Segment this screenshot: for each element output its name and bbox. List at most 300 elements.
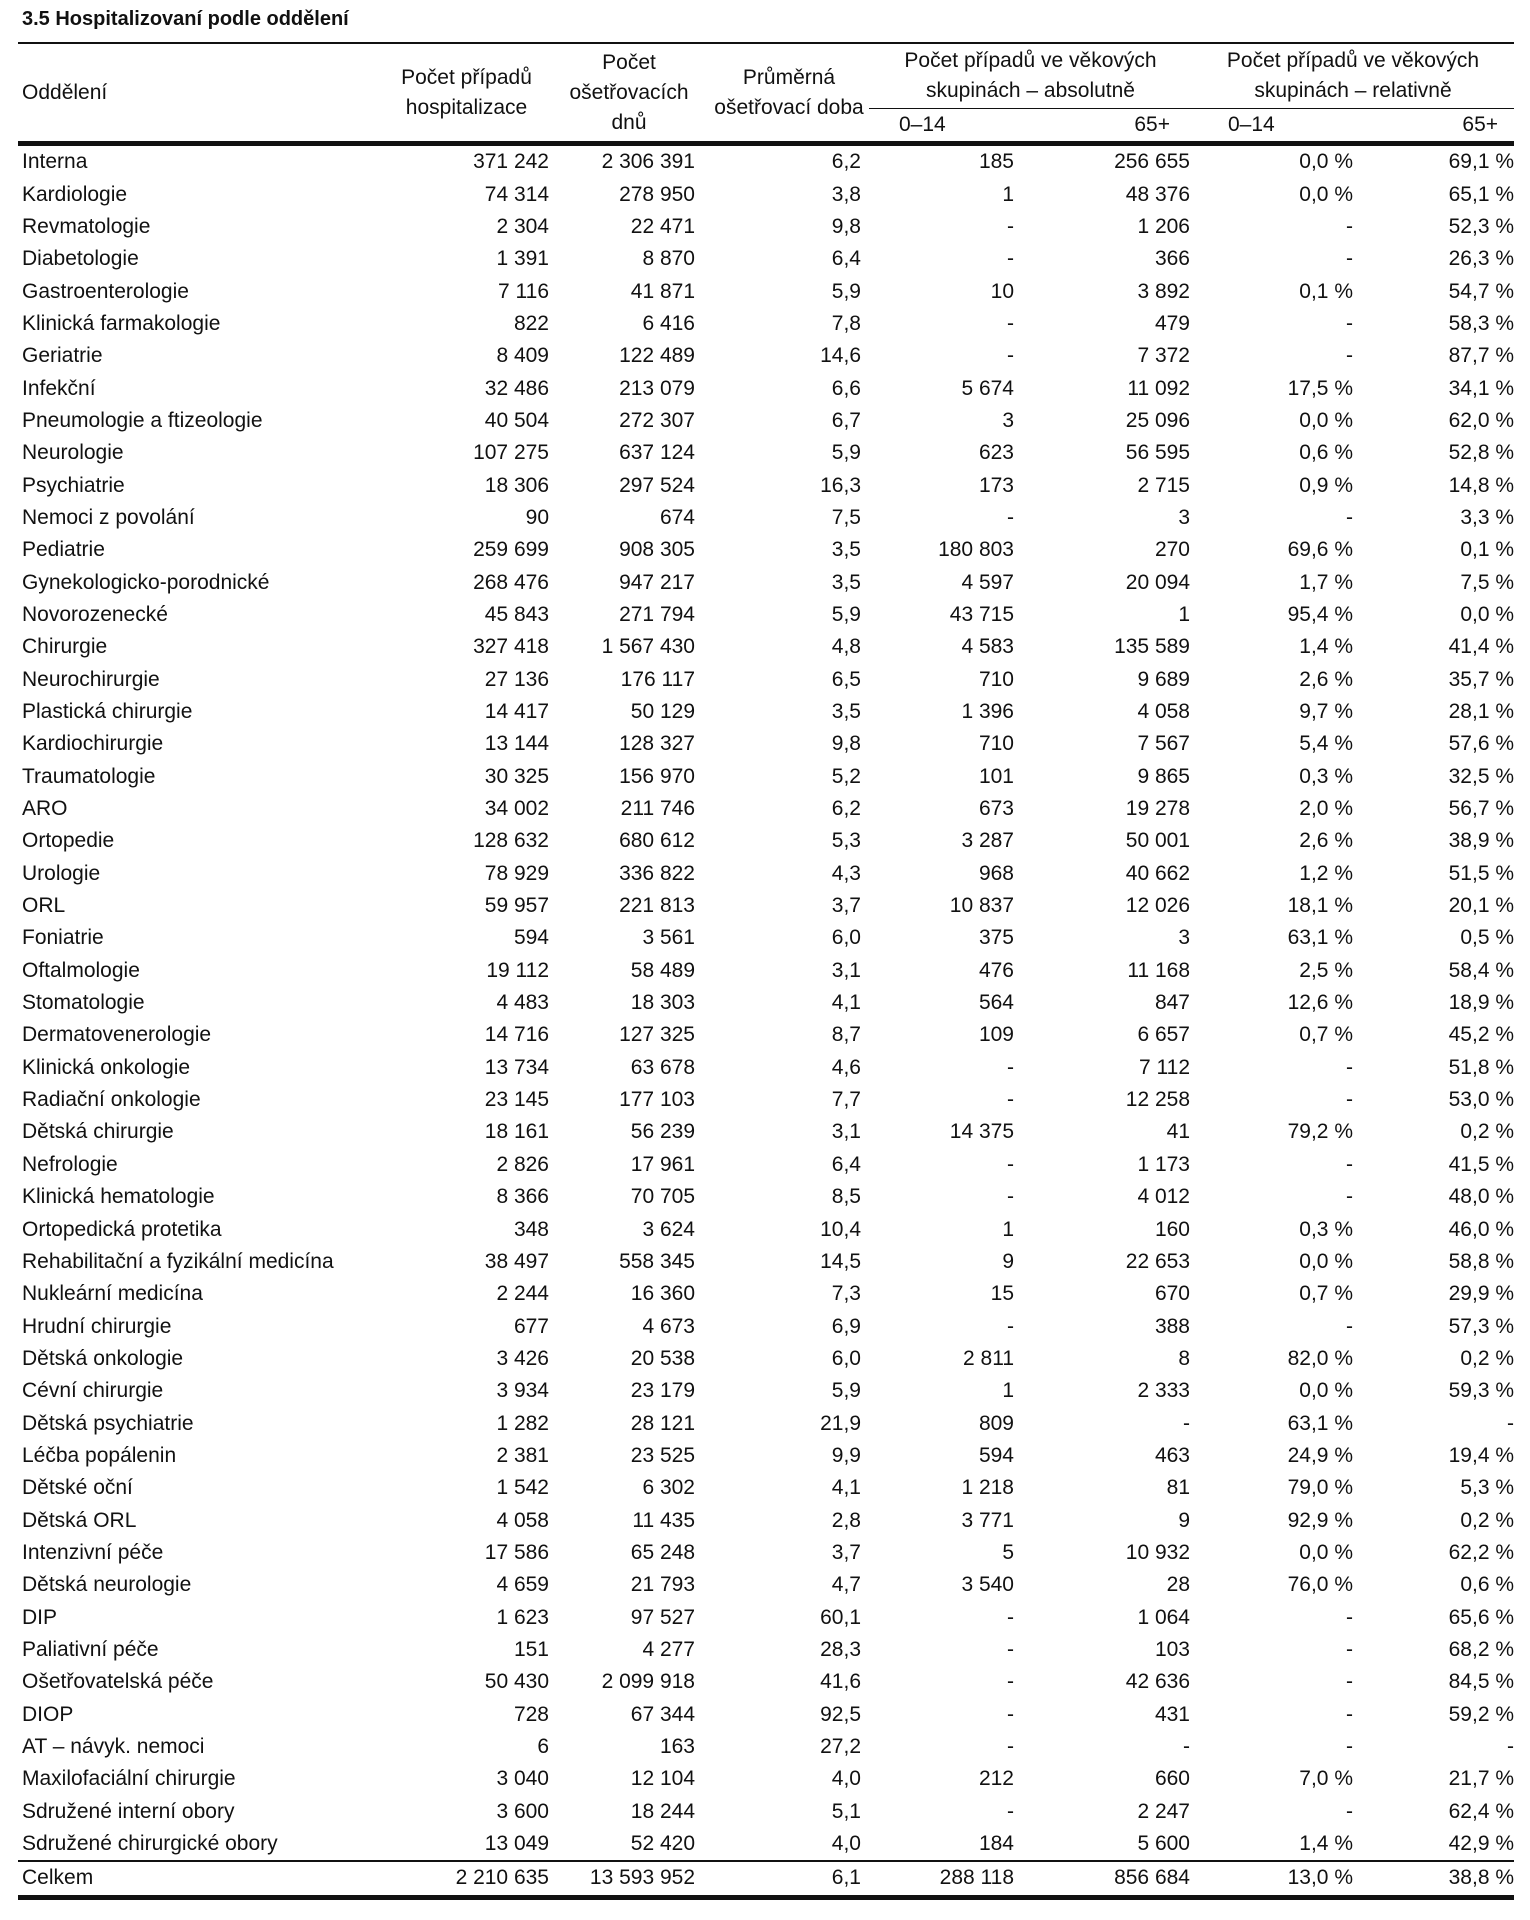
cell-cases: 2 304	[496, 214, 549, 238]
cell-avg-stay: 41,6	[820, 1670, 861, 1694]
cell-rel-65: 58,3 %	[1448, 311, 1515, 335]
cell-care-days: 3 624	[642, 1217, 695, 1241]
cell-abs-65: 1 173	[1137, 1152, 1190, 1176]
cell-abs-0-14: 180 803	[938, 538, 1014, 562]
table-title: 3.5 Hospitalizovaní podle oddělení	[22, 8, 349, 30]
table-row	[18, 1666, 1514, 1698]
cell-avg-stay: 21,9	[820, 1411, 861, 1435]
cell-rel-0-14: -	[1346, 1637, 1353, 1661]
cell-department-name: Stomatologie	[22, 991, 145, 1015]
total-cell-rel-0-14: 13,0 %	[1192, 1861, 1353, 1897]
cell-rel-65: 58,8 %	[1448, 1249, 1515, 1273]
total-cell-rel-65: 38,8 %	[1353, 1861, 1514, 1897]
cell-rel-0-14: 0,7 %	[1299, 1023, 1353, 1047]
cell-rel-0-14: 1,4 %	[1299, 635, 1353, 659]
cell-care-days: 20 538	[630, 1346, 695, 1370]
cell-department-name: Neurochirurgie	[22, 667, 160, 691]
cell-abs-0-14: 375	[978, 926, 1014, 950]
cell-department-name: Klinická onkologie	[22, 1055, 191, 1079]
cell-avg-stay: 4,0	[831, 1832, 861, 1856]
cell-rel-65: -	[1507, 1411, 1515, 1435]
cell-rel-65: 58,4 %	[1448, 958, 1515, 982]
cell-department-name: Geriatrie	[22, 344, 103, 368]
cell-rel-65: 65,1 %	[1448, 182, 1515, 206]
cell-rel-0-14: -	[1346, 1185, 1353, 1209]
cell-care-days: 211 746	[620, 797, 695, 821]
table-row	[18, 178, 1514, 210]
cell-avg-stay: 5,9	[831, 602, 861, 626]
column-header-pocet-dnu: Počet ošetřovacích dnů	[549, 43, 709, 144]
cell-avg-stay: 4,3	[831, 861, 861, 885]
cell-department-name: Dětská neurologie	[22, 1573, 192, 1597]
cell-department-name: Kardiochirurgie	[22, 732, 164, 756]
cell-rel-0-14: 0,1 %	[1299, 279, 1353, 303]
cell-rel-65: 87,7 %	[1448, 344, 1515, 368]
cell-care-days: 6 302	[642, 1476, 695, 1500]
cell-rel-65: 14,8 %	[1448, 473, 1515, 497]
cell-abs-65: 42 636	[1125, 1670, 1190, 1694]
cell-cases: 45 843	[484, 602, 549, 626]
cell-cases: 18 161	[484, 1120, 549, 1144]
cell-abs-65: 12 258	[1125, 1088, 1190, 1112]
table-row	[18, 696, 1514, 728]
table-row	[18, 211, 1514, 243]
cell-abs-65: 5 600	[1137, 1832, 1190, 1856]
cell-rel-0-14: 9,7 %	[1299, 700, 1353, 724]
cell-abs-0-14: -	[1007, 505, 1014, 529]
cell-cases: 8 366	[496, 1185, 549, 1209]
cell-rel-0-14: -	[1346, 1702, 1353, 1726]
cell-abs-0-14: 14 375	[949, 1120, 1014, 1144]
cell-abs-0-14: -	[1007, 214, 1014, 238]
cell-abs-65: 11 092	[1127, 376, 1190, 400]
cell-care-days: 22 471	[630, 214, 695, 238]
cell-department-name: Oftalmologie	[22, 958, 140, 982]
cell-department-name: Radiační onkologie	[22, 1088, 201, 1112]
cell-abs-0-14: -	[1007, 1185, 1014, 1209]
cell-rel-65: 48,0 %	[1448, 1185, 1515, 1209]
cell-rel-65: 42,9 %	[1448, 1832, 1515, 1856]
cell-rel-0-14: -	[1346, 505, 1353, 529]
cell-cases: 3 600	[496, 1799, 549, 1823]
cell-rel-0-14: 0,7 %	[1299, 1282, 1353, 1306]
cell-rel-65: 3,3 %	[1460, 505, 1515, 529]
cell-department-name: Foniatrie	[22, 926, 104, 950]
cell-abs-0-14: 1 218	[961, 1476, 1014, 1500]
cell-abs-0-14: 5	[1002, 1540, 1014, 1564]
cell-avg-stay: 16,3	[820, 473, 861, 497]
cell-care-days: 56 239	[630, 1120, 695, 1144]
cell-care-days: 122 489	[619, 344, 695, 368]
cell-rel-0-14: 0,0 %	[1299, 1379, 1353, 1403]
table-header	[18, 43, 1514, 144]
cell-avg-stay: 7,3	[831, 1282, 861, 1306]
cell-care-days: 297 524	[619, 473, 695, 497]
table-row	[18, 631, 1514, 663]
cell-abs-65: 50 001	[1125, 829, 1190, 853]
cell-abs-0-14: 710	[978, 667, 1014, 691]
cell-rel-65: 7,5 %	[1460, 570, 1515, 594]
cell-rel-65: 41,5 %	[1448, 1152, 1515, 1176]
table-row	[18, 1149, 1514, 1181]
cell-care-days: 23 525	[630, 1443, 695, 1467]
cell-avg-stay: 60,1	[820, 1605, 861, 1629]
cell-department-name: Sdružené interní obory	[22, 1799, 235, 1823]
cell-cases: 327 418	[473, 635, 549, 659]
total-cell-abs-65: 856 684	[1030, 1861, 1192, 1897]
cell-cases: 107 275	[473, 441, 549, 465]
cell-abs-65: 4 012	[1137, 1185, 1190, 1209]
cell-department-name: AT – návyk. nemoci	[22, 1735, 205, 1759]
cell-abs-65: 7 372	[1137, 344, 1190, 368]
cell-abs-0-14: 184	[978, 1832, 1014, 1856]
cell-avg-stay: 7,7	[831, 1088, 861, 1112]
cell-department-name: Ošetřovatelská péče	[22, 1670, 214, 1694]
cell-cases: 6	[537, 1735, 549, 1759]
cell-rel-0-14: 0,6 %	[1299, 441, 1353, 465]
cell-avg-stay: 4,1	[831, 991, 861, 1015]
cell-abs-65: 670	[1154, 1282, 1190, 1306]
table-row	[18, 243, 1514, 275]
cell-cases: 90	[525, 505, 549, 529]
cell-department-name: Nemoci z povolání	[22, 505, 195, 529]
cell-abs-0-14: -	[1007, 1735, 1014, 1759]
table-row	[18, 1440, 1514, 1472]
cell-department-name: Klinická hematologie	[22, 1185, 215, 1209]
cell-care-days: 128 327	[619, 732, 695, 756]
table-row	[18, 1634, 1514, 1666]
cell-cases: 32 486	[484, 376, 549, 400]
cell-cases: 50 430	[484, 1670, 549, 1694]
cell-department-name: Novorozenecké	[22, 602, 168, 626]
cell-care-days: 637 124	[619, 441, 695, 465]
cell-abs-0-14: 9	[1002, 1249, 1014, 1273]
table-row	[18, 566, 1514, 598]
cell-cases: 728	[513, 1702, 549, 1726]
cell-avg-stay: 3,1	[831, 958, 861, 982]
cell-cases: 74 314	[484, 182, 549, 206]
cell-department-name: Revmatologie	[22, 214, 151, 238]
cell-rel-65: 84,5 %	[1448, 1670, 1515, 1694]
cell-abs-65: 56 595	[1125, 441, 1190, 465]
cell-cases: 151	[513, 1637, 549, 1661]
cell-care-days: 67 344	[630, 1702, 695, 1726]
cell-rel-0-14: 1,2 %	[1299, 861, 1353, 885]
cell-department-name: Pneumologie a ftizeologie	[22, 408, 263, 432]
cell-care-days: 156 970	[619, 764, 695, 788]
cell-rel-0-14: 0,9 %	[1299, 473, 1353, 497]
cell-abs-65: 9 689	[1137, 667, 1190, 691]
cell-abs-65: 256 655	[1114, 150, 1190, 174]
cell-care-days: 97 527	[630, 1605, 695, 1629]
cell-abs-0-14: 3 287	[961, 829, 1014, 853]
cell-avg-stay: 4,8	[831, 635, 861, 659]
cell-abs-0-14: 212	[978, 1767, 1014, 1791]
cell-abs-65: 25 096	[1125, 408, 1190, 432]
cell-department-name: Intenzivní péče	[22, 1540, 164, 1564]
cell-cases: 4 058	[496, 1508, 549, 1532]
cell-avg-stay: 9,9	[831, 1443, 861, 1467]
cell-rel-0-14: 5,4 %	[1299, 732, 1353, 756]
cell-rel-65: 21,7 %	[1448, 1767, 1515, 1791]
table-row	[18, 534, 1514, 566]
cell-rel-0-14: 0,0 %	[1299, 150, 1353, 174]
table-row	[18, 340, 1514, 372]
cell-rel-0-14: -	[1346, 1314, 1353, 1338]
cell-abs-65: 22 653	[1125, 1249, 1190, 1273]
cell-abs-65: 28	[1166, 1573, 1190, 1597]
cell-care-days: 3 561	[642, 926, 695, 950]
table-row	[18, 955, 1514, 987]
cell-care-days: 213 079	[619, 376, 695, 400]
table-row	[18, 922, 1514, 954]
cell-rel-0-14: 92,9 %	[1287, 1508, 1353, 1532]
cell-avg-stay: 3,8	[831, 182, 861, 206]
cell-abs-0-14: 3	[1002, 408, 1014, 432]
table-row	[18, 1375, 1514, 1407]
table-row	[18, 1052, 1514, 1084]
cell-abs-65: 8	[1178, 1346, 1190, 1370]
cell-abs-65: 12 026	[1125, 894, 1190, 918]
cell-rel-65: 53,0 %	[1448, 1088, 1515, 1112]
table-row	[18, 1084, 1514, 1116]
cell-cases: 19 112	[486, 958, 549, 982]
cell-care-days: 221 813	[619, 894, 695, 918]
table-row	[18, 405, 1514, 437]
cell-avg-stay: 28,3	[820, 1637, 861, 1661]
hospitalization-table	[18, 42, 1514, 1900]
cell-rel-65: 38,9 %	[1448, 829, 1515, 853]
cell-abs-0-14: -	[1007, 1088, 1014, 1112]
cell-rel-65: 69,1 %	[1448, 150, 1515, 174]
cell-care-days: 558 345	[619, 1249, 695, 1273]
cell-abs-65: 388	[1154, 1314, 1190, 1338]
cell-rel-0-14: 7,0 %	[1299, 1767, 1353, 1791]
cell-rel-65: 0,2 %	[1460, 1346, 1515, 1370]
cell-abs-0-14: 673	[978, 797, 1014, 821]
table-row	[18, 1407, 1514, 1439]
cell-rel-65: 52,8 %	[1448, 441, 1515, 465]
cell-department-name: Pediatrie	[22, 538, 105, 562]
total-cell-department-name: Celkem	[18, 1861, 384, 1897]
cell-department-name: Klinická farmakologie	[22, 311, 221, 335]
cell-rel-0-14: 0,0 %	[1299, 1540, 1353, 1564]
cell-abs-65: 41	[1166, 1120, 1190, 1144]
cell-avg-stay: 14,6	[820, 344, 861, 368]
cell-avg-stay: 6,7	[831, 408, 861, 432]
cell-rel-0-14: -	[1346, 1055, 1353, 1079]
cell-department-name: ORL	[22, 894, 66, 918]
table-row	[18, 1828, 1514, 1861]
column-header-rel-65: 65+	[1353, 109, 1514, 144]
cell-abs-65: 3	[1178, 926, 1190, 950]
cell-care-days: 4 277	[642, 1637, 695, 1661]
cell-rel-65: 62,4 %	[1448, 1799, 1515, 1823]
cell-care-days: 272 307	[619, 408, 695, 432]
cell-abs-0-14: 101	[978, 764, 1014, 788]
cell-department-name: Ortopedická protetika	[22, 1217, 222, 1241]
table-row	[18, 437, 1514, 469]
cell-department-name: Dětská onkologie	[22, 1346, 184, 1370]
table-row	[18, 1116, 1514, 1148]
table-row	[18, 825, 1514, 857]
cell-abs-65: 10 932	[1125, 1540, 1190, 1564]
cell-cases: 14 716	[484, 1023, 549, 1047]
cell-abs-65: 847	[1154, 991, 1190, 1015]
cell-rel-0-14: -	[1346, 1670, 1353, 1694]
cell-rel-65: 59,3 %	[1448, 1379, 1515, 1403]
cell-avg-stay: 9,8	[831, 732, 861, 756]
cell-abs-65: 479	[1154, 311, 1190, 335]
cell-cases: 18 306	[484, 473, 549, 497]
table-row	[18, 1343, 1514, 1375]
cell-rel-65: 65,6 %	[1448, 1605, 1515, 1629]
cell-abs-0-14: 173	[978, 473, 1014, 497]
cell-rel-0-14: -	[1346, 1605, 1353, 1629]
cell-avg-stay: 5,2	[831, 764, 861, 788]
cell-rel-65: 59,2 %	[1448, 1702, 1515, 1726]
cell-avg-stay: 4,6	[831, 1055, 861, 1079]
table-row	[18, 1731, 1514, 1763]
cell-avg-stay: 3,5	[831, 538, 861, 562]
cell-avg-stay: 5,3	[831, 829, 861, 853]
total-cell-care-days: 13 593 952	[549, 1861, 709, 1897]
cell-department-name: Plastická chirurgie	[22, 700, 193, 724]
cell-department-name: Dětská chirurgie	[22, 1120, 174, 1144]
cell-rel-0-14: 79,2 %	[1287, 1120, 1353, 1144]
cell-department-name: Dětská ORL	[22, 1508, 137, 1532]
cell-care-days: 41 871	[630, 279, 695, 303]
cell-rel-65: 68,2 %	[1448, 1637, 1515, 1661]
cell-department-name: Interna	[22, 150, 88, 174]
cell-abs-65: 431	[1154, 1702, 1190, 1726]
table-row	[18, 761, 1514, 793]
cell-rel-65: 0,6 %	[1460, 1573, 1515, 1597]
table-row	[18, 1246, 1514, 1278]
cell-rel-65: 41,4 %	[1448, 635, 1515, 659]
cell-abs-65: 7 112	[1139, 1055, 1190, 1079]
table-row	[18, 858, 1514, 890]
cell-abs-0-14: -	[1007, 344, 1014, 368]
cell-abs-0-14: 15	[990, 1282, 1014, 1306]
cell-department-name: Léčba popálenin	[22, 1443, 177, 1467]
cell-rel-65: 51,8 %	[1448, 1055, 1515, 1079]
cell-abs-0-14: 1	[1002, 1217, 1014, 1241]
cell-abs-65: 366	[1154, 247, 1190, 271]
cell-department-name: Ortopedie	[22, 829, 115, 853]
total-row	[18, 1861, 1514, 1897]
cell-abs-0-14: 476	[978, 958, 1014, 982]
cell-abs-0-14: 4 583	[961, 635, 1014, 659]
cell-cases: 59 957	[484, 894, 549, 918]
table-row	[18, 728, 1514, 760]
cell-rel-0-14: 79,0 %	[1287, 1476, 1353, 1500]
cell-care-days: 2 306 391	[601, 150, 695, 174]
cell-care-days: 278 950	[619, 182, 695, 206]
cell-rel-0-14: 0,0 %	[1299, 1249, 1353, 1273]
cell-care-days: 336 822	[619, 861, 695, 885]
cell-abs-0-14: -	[1007, 1702, 1014, 1726]
cell-abs-65: 1	[1178, 602, 1190, 626]
cell-abs-65: 48 376	[1125, 182, 1190, 206]
cell-cases: 38 497	[484, 1249, 549, 1273]
cell-abs-0-14: 3 540	[961, 1573, 1014, 1597]
cell-abs-0-14: -	[1007, 1055, 1014, 1079]
cell-cases: 2 826	[496, 1152, 549, 1176]
cell-abs-65: 6 657	[1137, 1023, 1190, 1047]
cell-avg-stay: 6,5	[831, 667, 861, 691]
cell-abs-0-14: 710	[978, 732, 1014, 756]
cell-abs-0-14: -	[1007, 311, 1014, 335]
cell-care-days: 271 794	[619, 602, 695, 626]
table-row	[18, 275, 1514, 307]
cell-care-days: 176 117	[620, 667, 695, 691]
cell-avg-stay: 8,7	[831, 1023, 861, 1047]
cell-abs-65: 40 662	[1125, 861, 1190, 885]
column-header-abs-65: 65+	[1030, 109, 1192, 144]
cell-care-days: 8 870	[642, 247, 695, 271]
table-row	[18, 793, 1514, 825]
cell-avg-stay: 6,2	[831, 150, 861, 174]
cell-rel-65: 35,7 %	[1448, 667, 1515, 691]
cell-department-name: Dětské oční	[22, 1476, 133, 1500]
cell-rel-0-14: -	[1346, 344, 1353, 368]
column-group-relativne: Počet případů ve věkových skupinách – relativně	[1192, 43, 1514, 109]
table-row	[18, 1763, 1514, 1795]
cell-avg-stay: 3,5	[831, 700, 861, 724]
cell-rel-0-14: 95,4 %	[1287, 602, 1353, 626]
cell-cases: 128 632	[473, 829, 549, 853]
cell-abs-0-14: 2 811	[963, 1346, 1014, 1370]
cell-avg-stay: 6,2	[831, 797, 861, 821]
cell-avg-stay: 6,0	[831, 1346, 861, 1370]
cell-rel-0-14: 17,5 %	[1287, 376, 1353, 400]
cell-rel-65: 46,0 %	[1448, 1217, 1515, 1241]
cell-rel-65: 62,2 %	[1448, 1540, 1515, 1564]
cell-avg-stay: 7,8	[831, 311, 861, 335]
cell-department-name: Hrudní chirurgie	[22, 1314, 172, 1338]
total-cell-avg-stay: 6,1	[709, 1861, 869, 1897]
cell-cases: 2 381	[496, 1443, 549, 1467]
cell-abs-0-14: 1 396	[961, 700, 1014, 724]
cell-cases: 13 144	[484, 732, 549, 756]
cell-department-name: ARO	[22, 797, 68, 821]
cell-cases: 677	[513, 1314, 549, 1338]
cell-abs-0-14: 10	[990, 279, 1014, 303]
cell-care-days: 63 678	[630, 1055, 695, 1079]
cell-rel-65: 0,5 %	[1460, 926, 1515, 950]
cell-rel-0-14: 0,0 %	[1299, 408, 1353, 432]
cell-rel-0-14: 18,1 %	[1287, 894, 1353, 918]
cell-department-name: Urologie	[22, 861, 101, 885]
cell-abs-65: -	[1183, 1735, 1190, 1759]
cell-avg-stay: 7,5	[831, 505, 861, 529]
cell-rel-65: 28,1 %	[1448, 700, 1515, 724]
cell-avg-stay: 5,9	[831, 279, 861, 303]
cell-department-name: Gynekologicko-porodnické	[22, 570, 270, 594]
cell-cases: 268 476	[473, 570, 549, 594]
cell-care-days: 177 103	[619, 1088, 695, 1112]
cell-cases: 30 325	[484, 764, 549, 788]
cell-abs-65: 2 247	[1137, 1799, 1190, 1823]
cell-abs-65: 270	[1154, 538, 1190, 562]
cell-cases: 3 426	[496, 1346, 549, 1370]
cell-avg-stay: 3,1	[831, 1120, 861, 1144]
cell-abs-65: 1 206	[1137, 214, 1190, 238]
cell-rel-65: 26,3 %	[1448, 247, 1515, 271]
cell-rel-65: 56,7 %	[1448, 797, 1515, 821]
cell-abs-0-14: 809	[978, 1411, 1014, 1435]
